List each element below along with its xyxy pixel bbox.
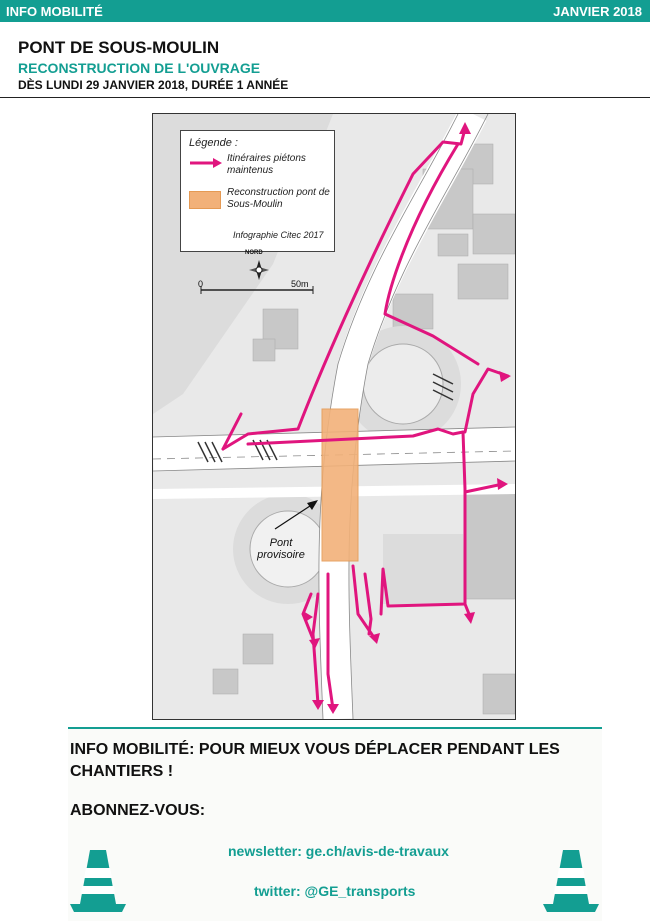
page-title: PONT DE SOUS-MOULIN	[18, 38, 220, 57]
works-dates: DÈS LUNDI 29 JANVIER 2018, DURÉE 1 ANNÉE	[18, 78, 289, 92]
north-label: NORD	[245, 250, 263, 256]
newsletter-link[interactable]: newsletter: ge.ch/avis-de-travaux	[228, 843, 449, 859]
footer-headline: INFO MOBILITÉ: POUR MIEUX VOUS DÉPLACER PENDANT LES CHANTIERS !	[70, 741, 560, 780]
route-arrow-icon	[189, 157, 223, 169]
traffic-cone-icon	[68, 848, 128, 914]
traffic-cone-icon	[541, 848, 601, 914]
legend-item-routes: Itinéraires piétons maintenus	[227, 153, 306, 176]
legend-credit: Infographie Citec 2017	[233, 230, 324, 240]
bridge-reconstruction-area	[322, 409, 358, 561]
page-subtitle: RECONSTRUCTION DE L'OUVRAGE	[18, 60, 261, 76]
map-legend	[180, 130, 335, 252]
scale-end-label: 50m	[291, 279, 309, 289]
header-divider	[0, 97, 650, 98]
banner-label: INFO MOBILITÉ	[6, 4, 103, 19]
legend-swatch-construction	[189, 191, 221, 209]
top-banner	[0, 0, 650, 22]
legend-item-construction: Reconstruction pont de Sous-Moulin	[227, 187, 330, 210]
temporary-bridge-label: Pont provisoire	[257, 537, 305, 561]
site-map	[152, 113, 516, 720]
scale-start-label: 0	[198, 279, 204, 289]
subscribe-heading: ABONNEZ-VOUS:	[70, 802, 206, 819]
twitter-link[interactable]: twitter: @GE_transports	[254, 883, 416, 899]
banner-date: JANVIER 2018	[553, 4, 642, 19]
legend-heading: Légende :	[189, 137, 238, 149]
